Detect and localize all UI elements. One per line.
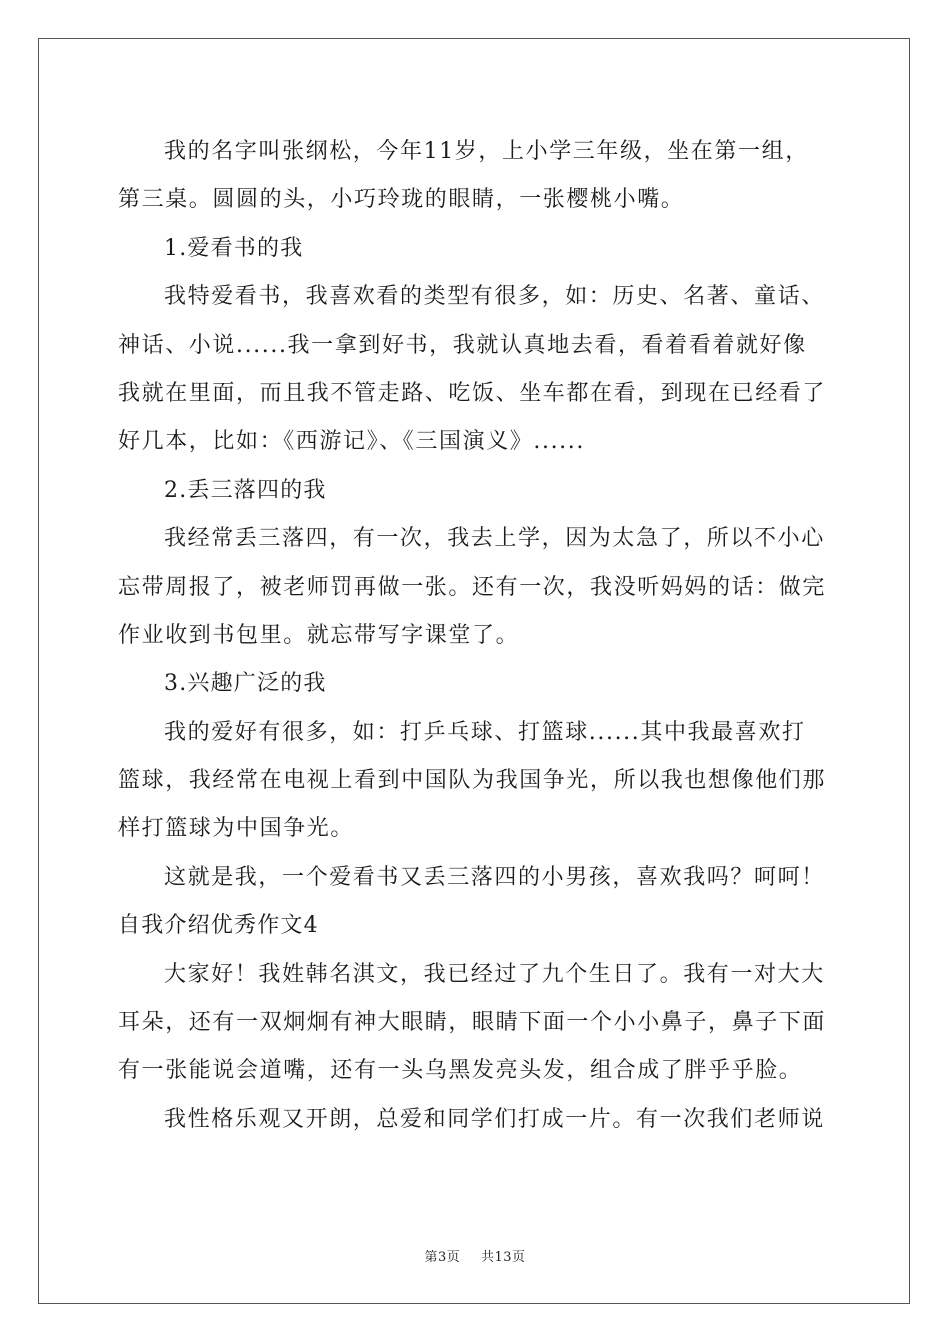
- paragraph-line: 大家好！我姓韩名淇文，我已经过了九个生日了。我有一对大大: [164, 961, 825, 987]
- paragraph-line: 我就在里面，而且我不管走路、吃饭、坐车都在看，到现在已经看了: [118, 380, 827, 406]
- section-heading-reading: 1.爱看书的我: [164, 235, 304, 261]
- page-number-current: 第3页: [424, 1250, 461, 1265]
- paragraph-line: 我的名字叫张纲松，今年11岁，上小学三年级，坐在第一组，: [164, 139, 809, 164]
- essay-title: 自我介绍优秀作文4: [118, 913, 319, 939]
- paragraph-line: 我经常丢三落四，有一次，我去上学，因为太急了，所以不小心: [164, 526, 825, 552]
- paragraph-line: 我特爱看书，我喜欢看的类型有很多，如：历史、名著、童话、: [164, 284, 825, 310]
- paragraph-line: 有一张能说会道嘴，还有一头乌黑发亮头发，组合成了胖乎乎脸。: [118, 1058, 803, 1084]
- paragraph-line: 我的爱好有很多，如：打乒乓球、打篮球......其中我最喜欢打: [164, 719, 806, 745]
- paragraph-line: 忘带周报了，被老师罚再做一张。还有一次，我没听妈妈的话：做完: [118, 574, 827, 600]
- paragraph-line: 第三桌。圆圆的头，小巧玲珑的眼睛，一张樱桃小嘴。: [118, 187, 685, 213]
- page-number-total: 共13页: [480, 1250, 526, 1265]
- paragraph-line: 篮球，我经常在电视上看到中国队为我国争光，所以我也想像他们那: [118, 768, 827, 794]
- paragraph-line: 作业收到书包里。就忘带写字课堂了。: [118, 622, 520, 648]
- page-footer: [0, 1246, 950, 1265]
- section-heading-hobbies: 3.兴趣广泛的我: [164, 671, 327, 697]
- paragraph-line: 好几本，比如：《西游记》、《三国演义》......: [118, 429, 585, 455]
- section-heading-forgetful: 2.丢三落四的我: [164, 477, 327, 503]
- document-body: [118, 128, 832, 1144]
- paragraph-line: 样打篮球为中国争光。: [118, 816, 355, 842]
- paragraph-line: 耳朵，还有一双炯炯有神大眼睛，眼睛下面一个小小鼻子，鼻子下面: [118, 1010, 827, 1036]
- paragraph-line: 我性格乐观又开朗，总爱和同学们打成一片。有一次我们老师说: [164, 1106, 825, 1132]
- paragraph-line: 神话、小说......我一拿到好书，我就认真地去看，看着看着就好像: [118, 332, 807, 358]
- paragraph-line: 这就是我，一个爱看书又丢三落四的小男孩，喜欢我吗？呵呵！: [164, 864, 825, 890]
